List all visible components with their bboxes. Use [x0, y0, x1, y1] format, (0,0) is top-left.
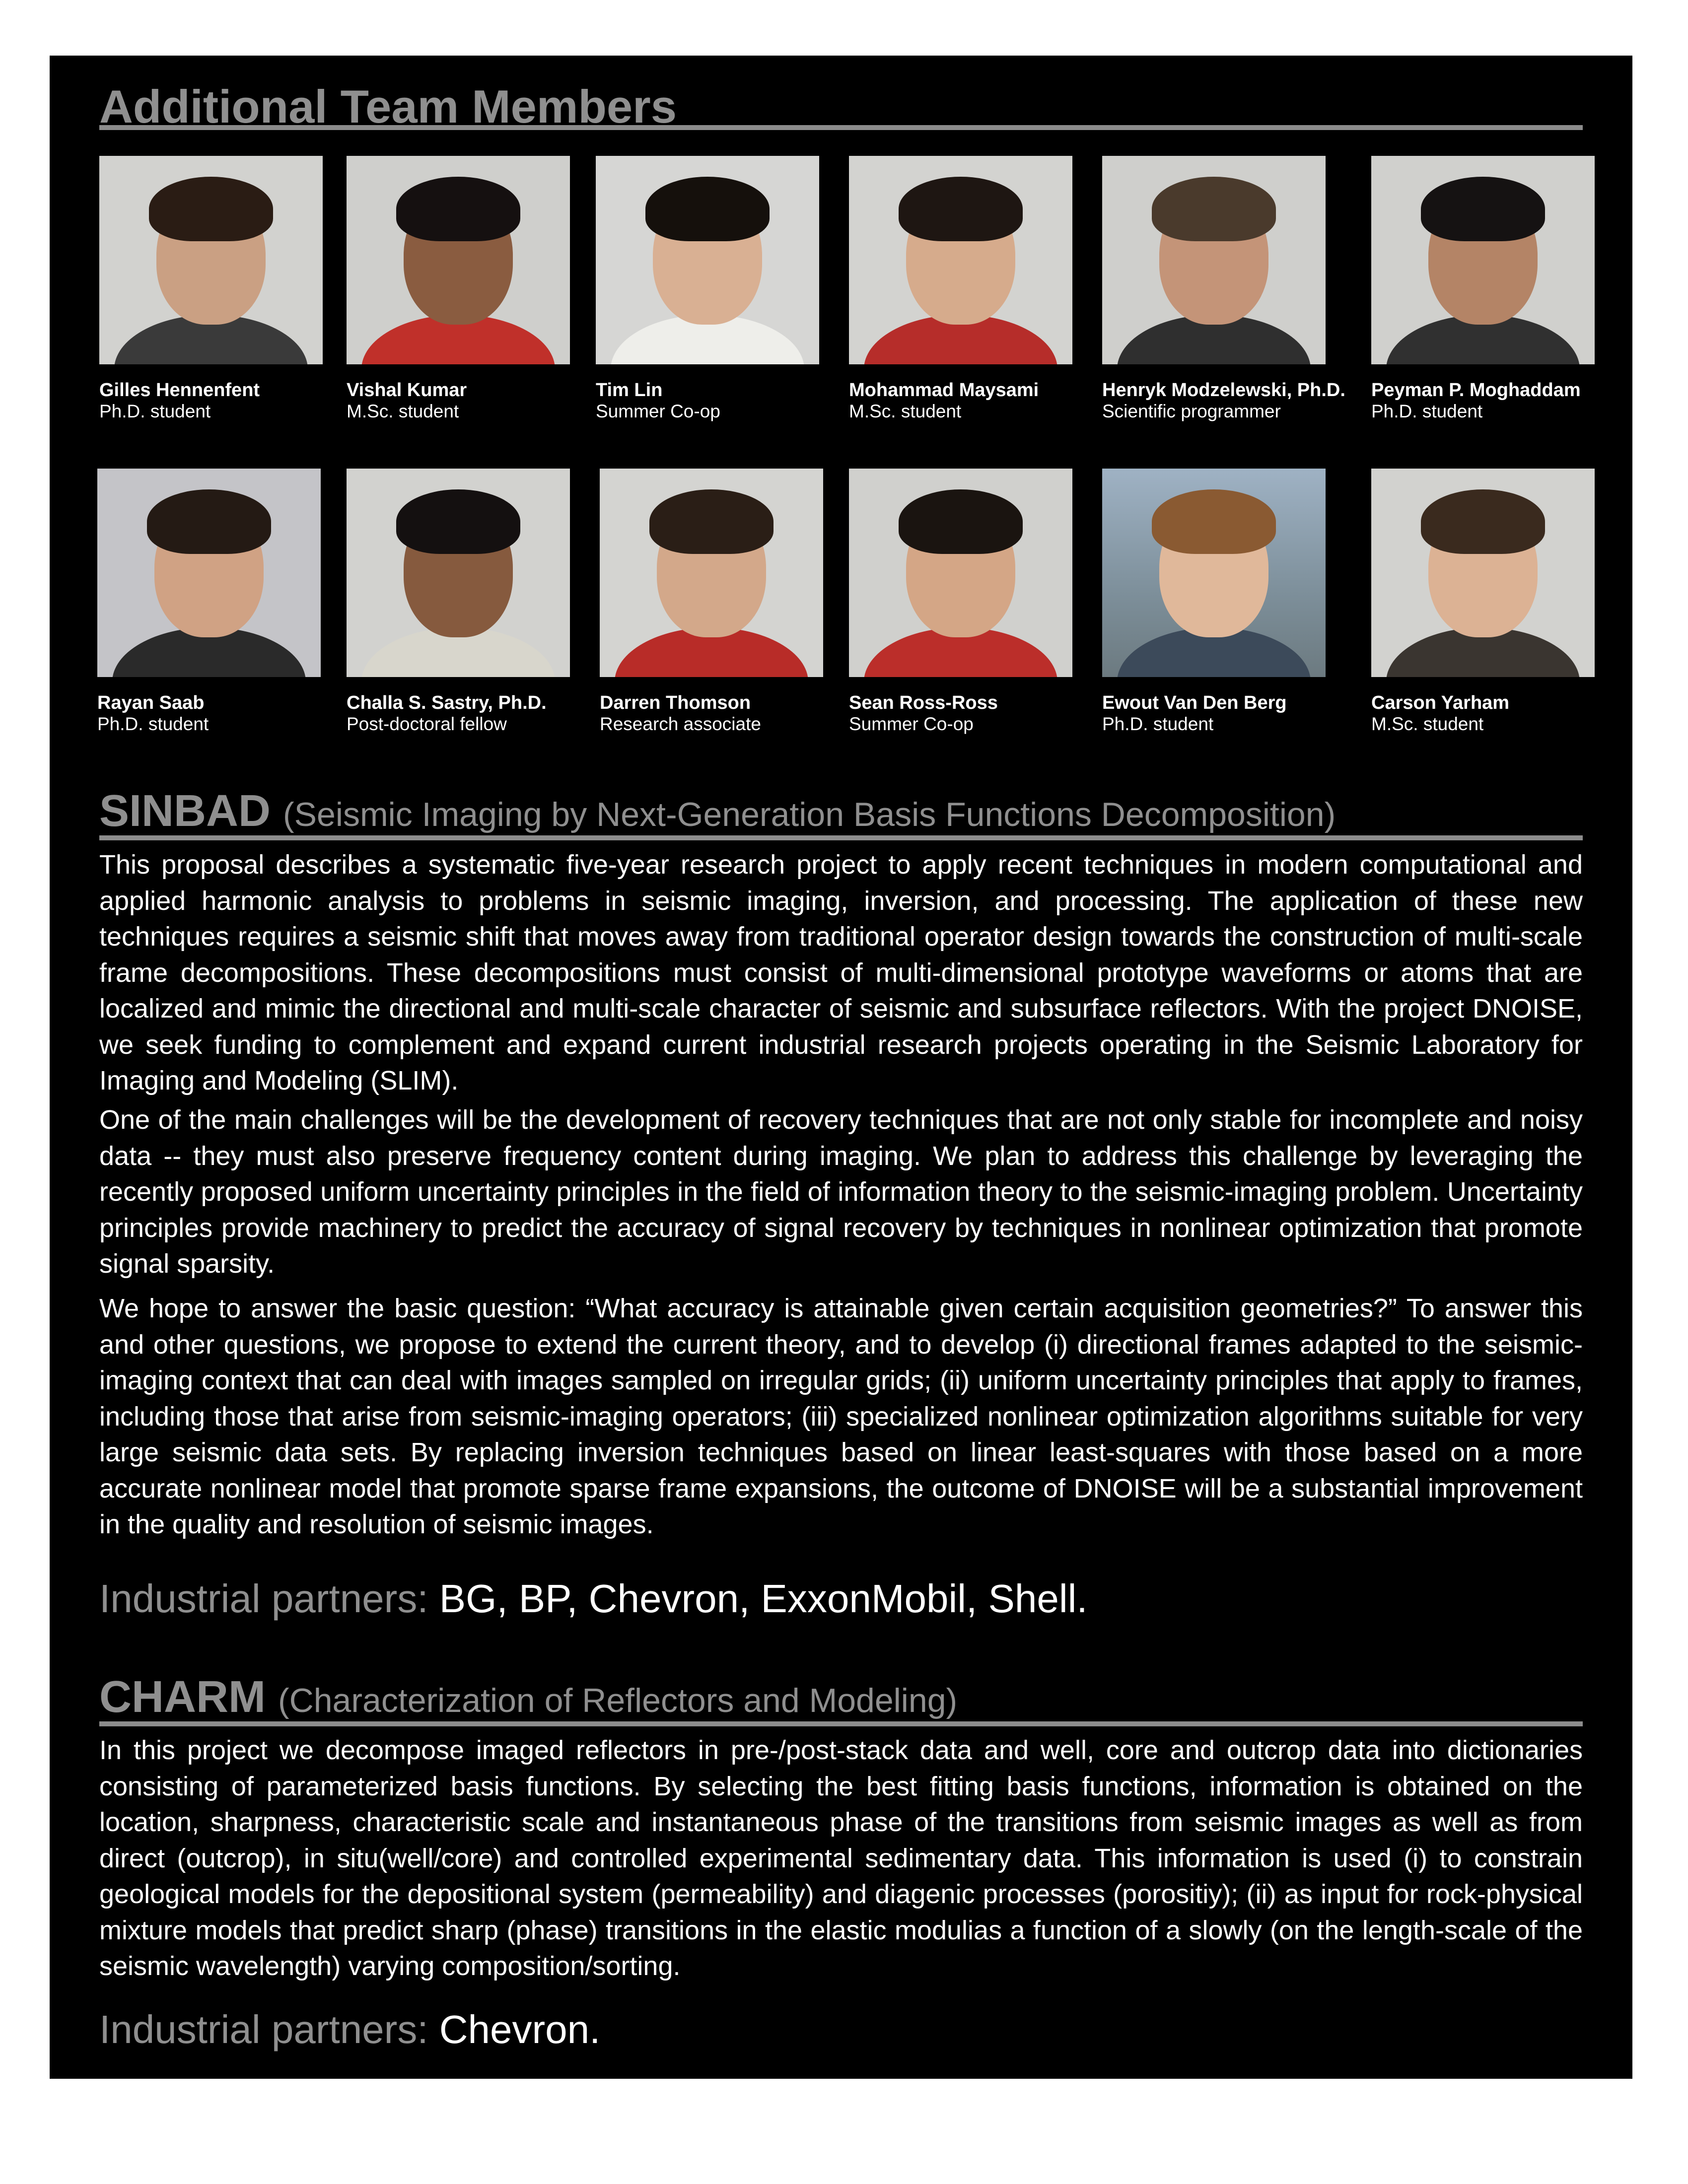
member-card [1102, 156, 1345, 422]
member-photo [849, 469, 1072, 677]
member-name: Peyman P. Moghaddam [1371, 380, 1581, 401]
member-card [849, 156, 1072, 422]
sinbad-partners [99, 1576, 1088, 1621]
charm-subtitle: (Characterization of Reflectors and Modeling) [278, 1682, 958, 1719]
member-name: Darren Thomson [600, 692, 751, 713]
member-role: M.Sc. student [1371, 714, 1484, 734]
charm-partners [99, 2007, 600, 2052]
charm-partners-value: Chevron. [439, 2007, 601, 2051]
member-card [600, 469, 823, 735]
member-role: Ph.D. student [99, 401, 211, 421]
member-name: Mohammad Maysami [849, 380, 1039, 401]
member-photo [596, 156, 819, 364]
sinbad-title [99, 782, 1583, 840]
member-photo [849, 156, 1072, 364]
member-card [596, 156, 819, 422]
member-name: Sean Ross-Ross [849, 692, 998, 713]
member-card [347, 469, 570, 735]
member-name: Carson Yarham [1371, 692, 1510, 713]
member-photo [1102, 156, 1326, 364]
member-card [97, 469, 321, 735]
member-photo [1371, 156, 1595, 364]
team-title: Additional Team Members [99, 80, 1583, 130]
sinbad-paragraph-2: One of the main challenges will be the development of recovery techniques that are not only stable for incomplete and noisy data -- they must also preserve frequency content during imaging. We plan to address this challenge by leveraging the recently proposed uniform uncertainty principles in the field of information theory to the seismic-imaging problem. Uncertainty principles provide machinery to predict the accuracy of signal recovery by techniques in nonlinear optimization that promote signal sparsity. [99, 1105, 1583, 1279]
sinbad-partners-label: Industrial partners: [99, 1576, 428, 1621]
member-name: Gilles Hennenfent [99, 380, 260, 401]
sinbad-acronym: SINBAD [99, 786, 271, 836]
member-name: Tim Lin [596, 380, 663, 401]
sinbad-paragraph-3: We hope to answer the basic question: “What accuracy is attainable given certain acquisition geometries?” To answer this and other questions, we propose to extend the current theory, and to develop (i) directional frames adapted to the seismic-imaging context that can deal with images sampled on irregular grids; (ii) uniform uncertainty principles that apply to frames, including those that arise from seismic-imaging operators; (iii) specialized nonlinear optimization algorithms suitable for very large seismic data sets. By replacing inversion techniques based on linear least-squares with those based on a more accurate nonlinear model that promote sparse frame expansions, the outcome of DNOISE will be a substantial improvement in the quality and resolution of seismic images. [99, 1294, 1583, 1539]
charm-acronym: CHARM [99, 1672, 266, 1722]
member-name: Rayan Saab [97, 692, 205, 713]
member-role: Post-doctoral fellow [347, 714, 507, 734]
member-role: Summer Co-op [849, 714, 974, 734]
poster-panel [50, 56, 1632, 2079]
member-role: Ph.D. student [1371, 401, 1483, 421]
member-role: M.Sc. student [849, 401, 962, 421]
member-photo [347, 469, 570, 677]
sinbad-partners-value: BG, BP, Chevron, ExxonMobil, Shell. [439, 1576, 1088, 1621]
member-name: Henryk Modzelewski, Ph.D. [1102, 380, 1345, 401]
member-photo [99, 156, 323, 364]
member-card [1102, 469, 1326, 735]
member-name: Ewout Van Den Berg [1102, 692, 1287, 713]
sinbad-subtitle: (Seismic Imaging by Next-Generation Basis Functions Decomposition) [283, 796, 1336, 833]
member-name: Vishal Kumar [347, 380, 467, 401]
charm-title [99, 1668, 1583, 1726]
member-card [849, 469, 1072, 735]
member-card [347, 156, 570, 422]
member-role: Research associate [600, 714, 761, 734]
member-card [99, 156, 323, 422]
member-photo [347, 156, 570, 364]
member-photo [600, 469, 823, 677]
member-role: Ph.D. student [97, 714, 209, 734]
member-role: Summer Co-op [596, 401, 720, 421]
member-photo [97, 469, 321, 677]
sinbad-paragraph-1: This proposal describes a systematic five-year research project to apply recent techniques in modern computational and applied harmonic analysis to problems in seismic imaging, inversion, and processing. The application of these new techniques requires a seismic shift that moves away from traditional operator design towards the construction of multi-scale frame decompositions. These decompositions must consist of multi-dimensional prototype waveforms or atoms that are localized and mimic the directional and multi-scale character of seismic and subsurface reflectors. With the project DNOISE, we seek funding to complement and expand current industrial research projects operating in the Seismic Laboratory for Imaging and Modeling (SLIM). [99, 850, 1583, 1095]
member-name: Challa S. Sastry, Ph.D. [347, 692, 547, 713]
member-role: M.Sc. student [347, 401, 459, 421]
member-photo [1371, 469, 1595, 677]
member-photo [1102, 469, 1326, 677]
charm-partners-label: Industrial partners: [99, 2007, 428, 2051]
member-card [1371, 156, 1595, 422]
member-role: Scientific programmer [1102, 401, 1281, 421]
member-card [1371, 469, 1595, 735]
charm-paragraph: In this project we decompose imaged reflectors in pre-/post-stack data and well, core and outcrop data into dictionaries consisting of parameterized basis functions. By selecting the best fitting basis functions, information is obtained on the location, sharpness, characteristic scale and instantaneous phase of the transitions from seismic images as well as from direct (outcrop), in situ(well/core) and controlled experimental sedimentary data. This information is used (i) to constrain geological models for the depositional system (permeability) and diagenic processes (porositiy); (ii) as input for rock-physical mixture models that predict sharp (phase) transitions in the elastic modulias a function of a slowly (on the length-scale of the seismic wavelength) varying composition/sorting. [99, 1735, 1583, 1981]
member-role: Ph.D. student [1102, 714, 1214, 734]
